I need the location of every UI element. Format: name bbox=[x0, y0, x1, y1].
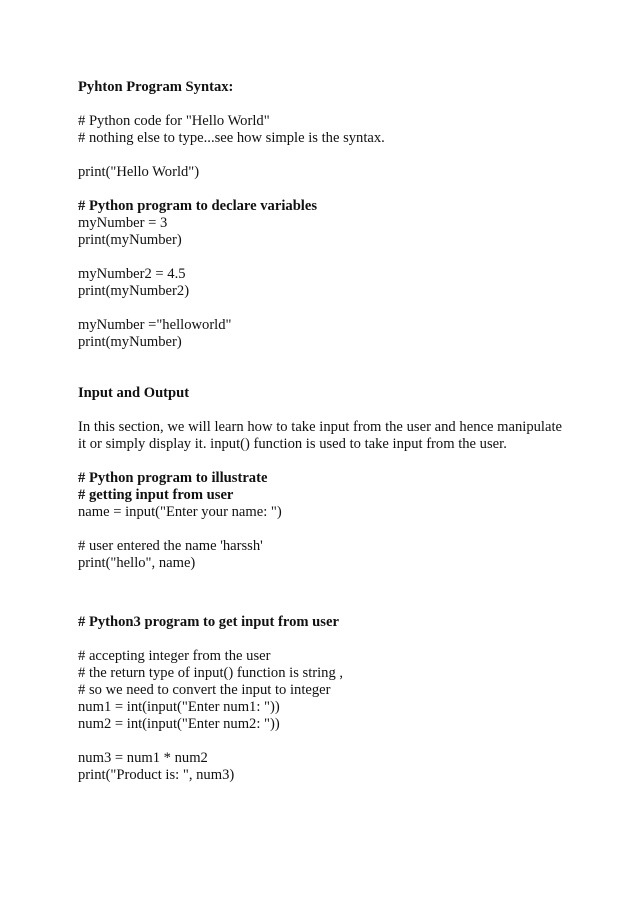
python3-heading: # Python3 program to get input from user bbox=[78, 614, 339, 630]
io-paragraph: In this section, we will learn how to take input from the user and hence manipulate it or simply display it. input() function is used to take input from the user. bbox=[78, 419, 562, 452]
print-hello-code: print("Hello World") bbox=[78, 164, 200, 180]
var1-print-code: print(myNumber) bbox=[78, 232, 182, 248]
print-product-code: print("Product is: ", num3) bbox=[78, 767, 235, 783]
var3-assign-code: myNumber ="helloworld" bbox=[78, 317, 232, 333]
return-type-comment: # the return type of input() function is string , bbox=[78, 665, 344, 681]
print-name-code: print("hello", name) bbox=[78, 555, 196, 571]
user-entered-comment: # user entered the name 'harssh' bbox=[78, 538, 263, 554]
illustrate-heading-2: # getting input from user bbox=[78, 487, 234, 503]
var2-assign-code: myNumber2 = 4.5 bbox=[78, 266, 186, 282]
var2-print-code: print(myNumber2) bbox=[78, 283, 190, 299]
illustrate-heading-1: # Python program to illustrate bbox=[78, 470, 268, 486]
num2-code: num2 = int(input("Enter num2: ")) bbox=[78, 716, 280, 732]
name-input-code: name = input("Enter your name: ") bbox=[78, 504, 282, 520]
accepting-comment: # accepting integer from the user bbox=[78, 648, 271, 664]
convert-comment: # so we need to convert the input to integer bbox=[78, 682, 331, 698]
var3-print-code: print(myNumber) bbox=[78, 334, 182, 350]
var1-assign-code: myNumber = 3 bbox=[78, 215, 168, 231]
hello-comment-2: # nothing else to type...see how simple is the syntax. bbox=[78, 130, 385, 146]
num3-code: num3 = num1 * num2 bbox=[78, 750, 208, 766]
hello-comment-1: # Python code for "Hello World" bbox=[78, 113, 270, 129]
io-heading: Input and Output bbox=[78, 385, 190, 401]
num1-code: num1 = int(input("Enter num1: ")) bbox=[78, 699, 280, 715]
variables-heading: # Python program to declare variables bbox=[78, 198, 318, 214]
document-page bbox=[78, 79, 562, 784]
syntax-heading: Pyhton Program Syntax: bbox=[78, 79, 234, 95]
